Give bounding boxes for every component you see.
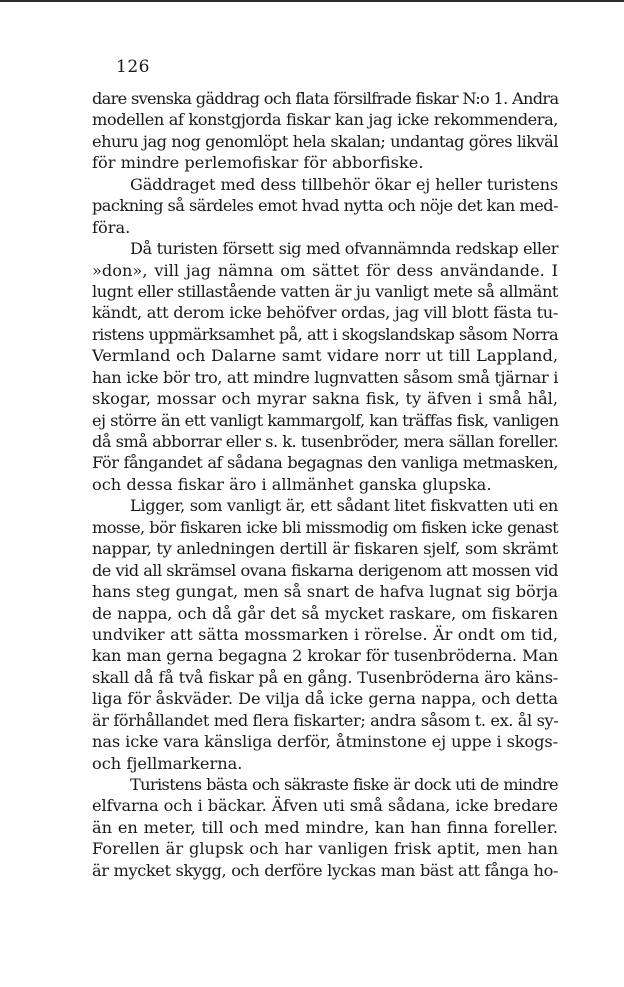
top-rule (0, 0, 624, 2)
text-line: de nappa, och då går det så mycket raskare, om fiskaren (92, 603, 558, 623)
text-line: skall då få två fiskar på en gång. Tusenbröderna äro käns- (92, 667, 558, 687)
text-line: liga för åskväder. De vilja då icke gerna nappa, och detta (92, 689, 558, 709)
text-line: Ligger, som vanligt är, ett sådant litet fiskvatten uti en (130, 496, 558, 516)
text-line: »don», vill jag nämna om sättet för dess användande. I (92, 260, 558, 280)
text-line: och dessa fiskar äro i allmänhet ganska glupska. (92, 474, 492, 494)
text-line: kändt, att derom icke behöfver ordas, jag vill blott fästa tu- (92, 303, 558, 323)
text-line: och fjellmarkerna. (92, 753, 243, 773)
body-text (92, 88, 558, 881)
text-line: han icke bör tro, att mindre lugnvatten såsom små tjärnar i (92, 367, 558, 387)
text-line: undviker att sätta mossmarken i rörelse. Är ondt om tid, (92, 624, 558, 644)
text-line: dare svenska gäddrag och flata försilfrade fiskar N:o 1. Andra (92, 89, 559, 108)
text-line: än en meter, till och med mindre, kan han finna foreller. (92, 817, 558, 837)
text-line: är mycket skygg, och derföre lyckas man bäst att fånga ho- (92, 860, 558, 880)
text-line: modellen af konstgjorda fiskar kan jag icke rekommendera, (92, 110, 558, 130)
text-line: Då turisten försett sig med ofvannämnda redskap eller (130, 239, 558, 259)
text-line: Gäddraget med dess tillbehör ökar ej heller turistens (130, 174, 558, 194)
text-line: nas icke vara känsliga derför, åtminstone ej uppe i skogs- (92, 732, 558, 752)
text-line: Vermland och Dalarne samt vidare norr ut till Lappland, (92, 346, 558, 366)
text-line: hans steg gungat, men så snart de hafva lugnat sig börja (92, 582, 558, 602)
text-line: lugnt eller stillastående vatten är ju vanligt mete så allmänt (92, 281, 558, 301)
text-line: de vid all skrämsel ovana fiskarna derigenom att mossen vid (92, 560, 558, 580)
text-line: ej större än ett vanligt kammargolf, kan träffas fisk, vanligen (92, 410, 559, 430)
text-line: föra. (92, 217, 131, 237)
text-line: skogar, mossar och myrar sakna fisk, ty äfven i små hål, (92, 389, 558, 409)
text-line: elfvarna och i bäckar. Äfven uti små sådana, icke bredare (92, 796, 558, 816)
text-line: är förhållandet med flera fiskarter; andra såsom t. ex. ål sy- (92, 710, 559, 730)
text-line: ehuru jag nog genomlöpt hela skalan; undantag göres likväl (92, 131, 558, 151)
text-line: Forellen är glupsk och har vanligen frisk aptit, men han (92, 839, 558, 859)
text-line: Turistens bästa och säkraste fiske är dock uti de mindre (130, 775, 558, 794)
page-number: 126 (116, 57, 150, 77)
text-line: För fångandet af sådana begagnas den vanliga metmasken, (92, 453, 558, 473)
text-line: nappar, ty anledningen dertill är fiskaren sjelf, som skrämt (92, 539, 558, 559)
text-line: mosse, bör fiskaren icke bli missmodig om fisken icke genast (92, 517, 558, 537)
text-line: packning så särdeles emot hvad nytta och nöje det kan med- (92, 196, 558, 216)
text-line: då små abborrar eller s. k. tusenbröder, mera sällan foreller. (92, 432, 559, 451)
text-line: ristens uppmärksamhet på, att i skogslandskap såsom Norra (92, 324, 558, 344)
text-line: kan man gerna begagna 2 krokar för tusenbröderna. Man (92, 646, 558, 666)
text-line: för mindre perlemofiskar för abborfiske. (92, 153, 424, 173)
